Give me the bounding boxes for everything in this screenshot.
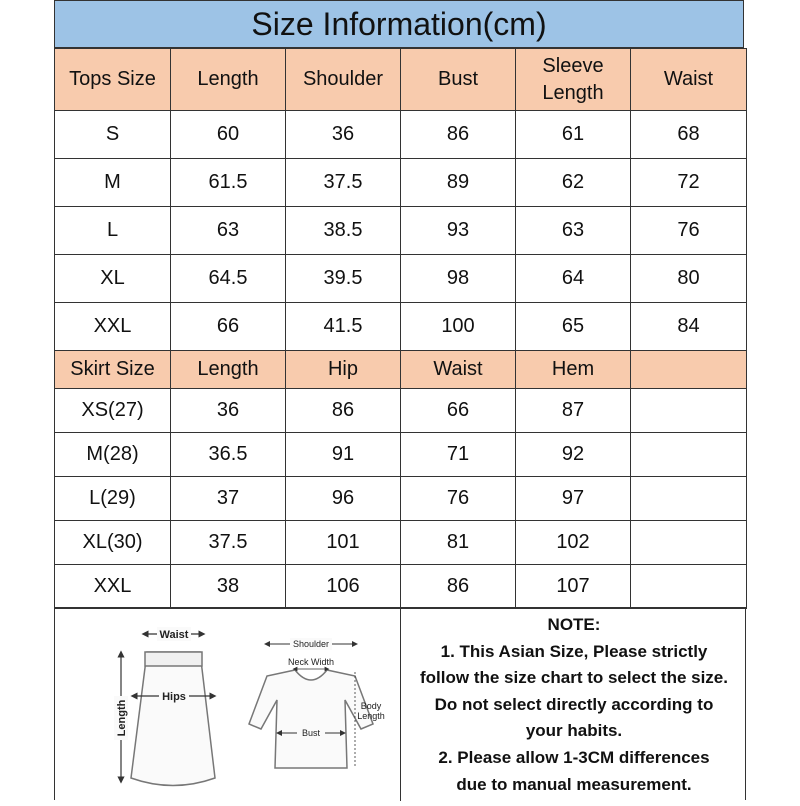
table-cell: 89 — [401, 159, 516, 207]
table-cell — [631, 565, 747, 609]
table-cell: 64.5 — [171, 255, 286, 303]
table-cell: 65 — [516, 303, 631, 351]
measurement-illustration — [55, 608, 400, 801]
table-row — [55, 303, 747, 351]
top-body-length-label: Body — [360, 701, 382, 711]
table-row — [55, 111, 747, 159]
header-cell: Hem — [516, 351, 631, 389]
table-cell: 107 — [516, 565, 631, 609]
table-cell: M(28) — [55, 433, 171, 477]
table-cell: 61.5 — [171, 159, 286, 207]
header-cell: Hip — [286, 351, 401, 389]
table-cell: L(29) — [55, 477, 171, 521]
header-cell: Skirt Size — [55, 351, 171, 389]
note-line: Do not select directly according to — [434, 694, 714, 714]
table-cell: XXL — [55, 565, 171, 609]
bottom-panel — [54, 607, 746, 800]
table-cell — [631, 389, 747, 433]
skirt-length-label: Length — [116, 699, 128, 737]
header-cell: Waist — [631, 49, 747, 111]
header-cell: Waist — [401, 351, 516, 389]
table-cell: 71 — [401, 433, 516, 477]
table-cell: 92 — [516, 433, 631, 477]
table-cell: S — [55, 111, 171, 159]
table-cell: 63 — [171, 207, 286, 255]
table-cell: M — [55, 159, 171, 207]
table-cell: 86 — [401, 111, 516, 159]
table-cell: 63 — [516, 207, 631, 255]
table-cell: XS(27) — [55, 389, 171, 433]
table-cell: 76 — [631, 207, 747, 255]
measurement-diagrams — [55, 608, 401, 801]
table-row — [55, 477, 747, 521]
header-line: Sleeve — [542, 54, 604, 77]
top-shoulder-label: Shoulder — [292, 639, 330, 649]
header-cell: Tops Size — [55, 49, 171, 111]
table-cell: 37.5 — [171, 521, 286, 565]
skirt-outline — [131, 652, 215, 786]
table-row — [55, 207, 747, 255]
table-cell: XXL — [55, 303, 171, 351]
table-row — [55, 565, 747, 609]
table-cell: 106 — [286, 565, 401, 609]
table-cell — [631, 433, 747, 477]
table-cell: 37 — [171, 477, 286, 521]
table-cell: 64 — [516, 255, 631, 303]
table-cell: 36 — [286, 111, 401, 159]
table-cell: 38.5 — [286, 207, 401, 255]
top-diagram — [249, 638, 385, 768]
table-row — [55, 521, 747, 565]
table-cell: XL(30) — [55, 521, 171, 565]
table-cell: 76 — [401, 477, 516, 521]
table-cell: 81 — [401, 521, 516, 565]
table-cell: 98 — [401, 255, 516, 303]
header-cell: Shoulder — [286, 49, 401, 111]
table-cell: 72 — [631, 159, 747, 207]
table-cell: 101 — [286, 521, 401, 565]
note-heading: NOTE: — [547, 615, 601, 634]
table-cell: 80 — [631, 255, 747, 303]
table-cell: 91 — [286, 433, 401, 477]
tops-header-row — [55, 49, 747, 111]
table-cell: 61 — [516, 111, 631, 159]
table-cell: 66 — [401, 389, 516, 433]
table-cell: 87 — [516, 389, 631, 433]
header-cell — [631, 351, 747, 389]
skirt-waistband — [145, 652, 202, 666]
table-cell: 100 — [401, 303, 516, 351]
skirt-diagram — [114, 627, 215, 786]
header-cell-sleeve-length — [516, 49, 631, 111]
table-cell: 66 — [171, 303, 286, 351]
header-cell: Length — [171, 351, 286, 389]
table-cell: 96 — [286, 477, 401, 521]
table-cell: 93 — [401, 207, 516, 255]
top-outline — [249, 670, 373, 768]
table-cell: 68 — [631, 111, 747, 159]
table-cell — [631, 521, 747, 565]
table-cell: 86 — [286, 389, 401, 433]
table-row — [55, 159, 747, 207]
table-cell: XL — [55, 255, 171, 303]
note-line: 2. Please allow 1-3CM differences — [438, 747, 710, 767]
table-cell: 36 — [171, 389, 286, 433]
table-cell: 36.5 — [171, 433, 286, 477]
table-cell — [631, 477, 747, 521]
header-cell: Length — [171, 49, 286, 111]
note-line: 1. This Asian Size, Please strictly — [440, 641, 708, 661]
table-cell: 41.5 — [286, 303, 401, 351]
table-cell: 39.5 — [286, 255, 401, 303]
note-line: due to manual measurement. — [456, 774, 692, 794]
skirt-waist-label: Waist — [159, 629, 189, 641]
table-row — [55, 389, 747, 433]
table-cell: 37.5 — [286, 159, 401, 207]
top-body-length-label-2: Length — [357, 711, 385, 721]
size-note — [401, 608, 747, 801]
top-neck-width-label: Neck Width — [287, 657, 335, 667]
table-cell: L — [55, 207, 171, 255]
table-cell: 84 — [631, 303, 747, 351]
header-cell: Bust — [401, 49, 516, 111]
table-cell: 38 — [171, 565, 286, 609]
skirt-hips-label: Hips — [162, 691, 186, 703]
table-cell: 102 — [516, 521, 631, 565]
table-cell: 62 — [516, 159, 631, 207]
table-row — [55, 433, 747, 477]
size-table — [54, 48, 747, 609]
table-cell: 97 — [516, 477, 631, 521]
skirt-header-row — [55, 351, 747, 389]
chart-title: Size Information(cm) — [54, 0, 744, 48]
top-bust-label: Bust — [301, 728, 321, 738]
note-line: follow the size chart to select the size. — [420, 668, 728, 688]
table-cell: 60 — [171, 111, 286, 159]
table-row — [55, 255, 747, 303]
note-line: your habits. — [525, 721, 623, 741]
header-line: Length — [542, 81, 604, 104]
table-cell: 86 — [401, 565, 516, 609]
